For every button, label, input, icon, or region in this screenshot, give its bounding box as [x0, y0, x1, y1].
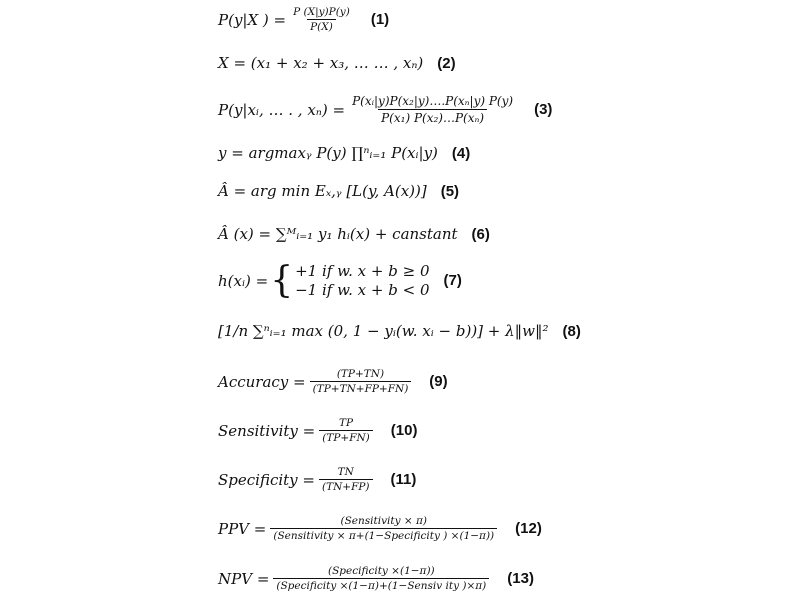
- eq7-case-2: −1 if w. x + b < 0: [295, 280, 430, 299]
- eq11-fraction: [319, 466, 373, 493]
- eq5-body: Â = arg min Eₓ,ᵧ [L(y, A(x))]: [218, 182, 427, 200]
- eq10-lhs: Sensitivity =: [218, 421, 316, 440]
- eq3-number: (3): [534, 101, 553, 118]
- equation-2: [218, 54, 456, 72]
- eq3-fraction: [349, 94, 516, 125]
- equation-6: [218, 225, 490, 243]
- eq12-numerator: (Sensitivity × π): [340, 515, 427, 527]
- eq2-body: X = (x₁ + x₂ + x₃, … … , xₙ): [218, 54, 424, 72]
- eq13-lhs: NPV =: [218, 569, 270, 588]
- eq7-case-1: +1 if w. x + b ≥ 0: [295, 262, 430, 280]
- eq7-number: (7): [443, 272, 462, 290]
- eq4-number: (4): [451, 144, 471, 162]
- eq11-lhs: Specificity =: [218, 470, 315, 489]
- eq5-number: (5): [440, 182, 460, 200]
- eq9-number: (9): [429, 373, 448, 390]
- eq8-number: (8): [562, 322, 581, 340]
- eq2-number: (2): [437, 54, 456, 72]
- eq1-lhs: P(y|X ) =: [218, 10, 287, 29]
- eq9-numerator: (TP+TN): [336, 368, 385, 380]
- eq9-lhs: Accuracy =: [218, 372, 306, 391]
- eq8-body: [1/n ∑ⁿᵢ₌₁ max (0, 1 − yᵢ(w. xᵢ − b))] + λ‖w‖²: [218, 322, 549, 340]
- eq1-denominator: P(X): [307, 19, 336, 33]
- equation-1: [218, 6, 389, 33]
- eq7-lhs: h(xᵢ) =: [218, 271, 269, 290]
- eq9-denominator: (TP+TN+FP+FN): [310, 381, 412, 395]
- eq10-fraction: [319, 417, 373, 444]
- eq1-numerator: P (X|y)P(y): [293, 6, 350, 18]
- equation-4: [218, 144, 470, 162]
- eq9-fraction: [310, 368, 412, 395]
- eq10-numerator: TP: [338, 417, 354, 429]
- eq11-numerator: TN: [337, 466, 354, 478]
- eq4-body: y = argmaxᵧ P(y) ∏ⁿᵢ₌₁ P(xᵢ|y): [218, 144, 438, 162]
- equation-7: [218, 259, 462, 301]
- eq12-fraction: [270, 515, 497, 542]
- eq6-body: Â (x) = ∑ᴹᵢ₌₁ y₁ hᵢ(x) + canstant: [218, 225, 458, 243]
- eq12-number: (12): [515, 520, 542, 537]
- eq6-number: (6): [471, 225, 490, 243]
- equation-3: [218, 94, 552, 125]
- equation-5: [218, 182, 459, 200]
- equation-13: [218, 565, 534, 592]
- eq10-number: (10): [390, 422, 418, 439]
- eq1-number: (1): [370, 11, 390, 28]
- eq13-number: (13): [507, 570, 534, 587]
- eq12-denominator: (Sensitivity × π+(1−Specificity ) ×(1−π)): [270, 528, 497, 542]
- eq7-brace: {: [270, 259, 294, 301]
- eq3-denominator: P(x₁) P(x₂)…P(xₙ): [378, 109, 487, 125]
- eq3-numerator: P(xᵢ|y)P(x₂|y)….P(xₙ|y) P(y): [352, 94, 514, 108]
- equation-12: [218, 515, 542, 542]
- eq7-cases: [268, 259, 430, 301]
- equation-9: [218, 368, 448, 395]
- eq3-lhs: P(y|xᵢ, … . , xₙ) =: [218, 100, 346, 119]
- eq12-lhs: PPV =: [218, 519, 267, 538]
- eq13-fraction: [273, 565, 489, 592]
- equation-10: [218, 417, 417, 444]
- eq11-denominator: (TN+FP): [319, 479, 373, 493]
- eq10-denominator: (TP+FN): [319, 430, 373, 444]
- eq11-number: (11): [390, 471, 417, 488]
- equation-8: [218, 322, 581, 340]
- eq13-denominator: (Specificity ×(1−π)+(1−Sensiv ity )×π): [273, 578, 489, 592]
- eq13-numerator: (Specificity ×(1−π)): [327, 565, 435, 577]
- equation-11: [218, 466, 416, 493]
- eq1-fraction: [290, 6, 353, 33]
